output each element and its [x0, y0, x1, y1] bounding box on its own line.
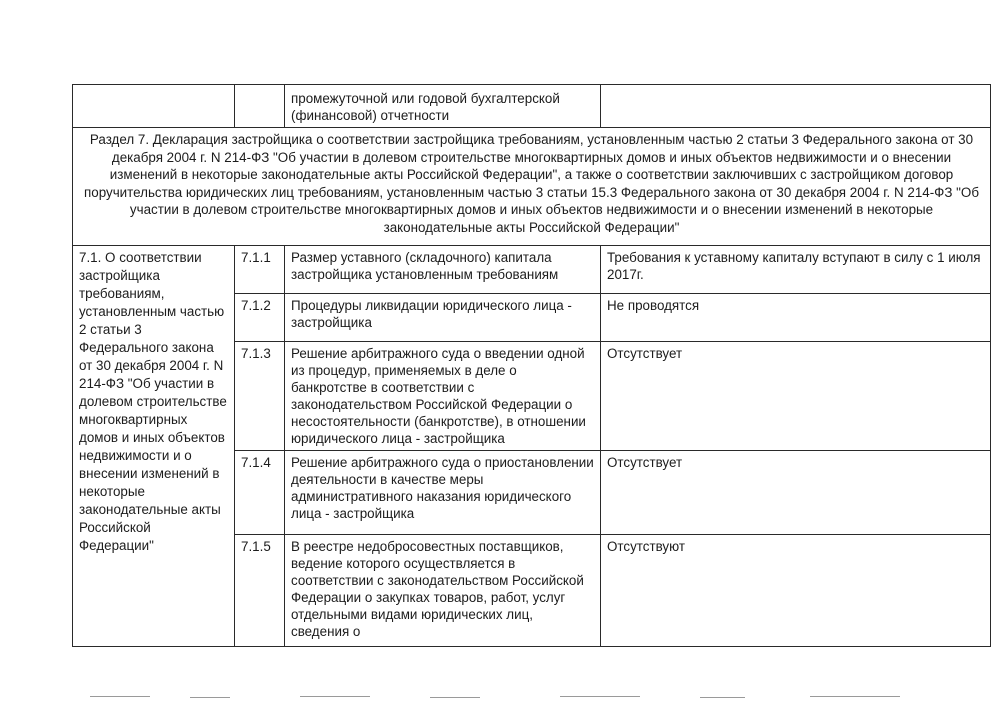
scan-speck: [300, 696, 370, 697]
row-number: 7.1.2: [235, 294, 285, 342]
scan-speck: [810, 696, 900, 697]
row-number: 7.1.3: [235, 342, 285, 451]
scan-speck: [190, 697, 230, 698]
table-row: [73, 85, 991, 128]
row-description: Размер уставного (складочного) капитала застройщика установленным требованиям: [285, 246, 601, 294]
row-value: Отсутствует: [601, 451, 991, 535]
row-value: Не проводятся: [601, 294, 991, 342]
group-label: 7.1. О соответствии застройщика требованиям, установленным частью 2 статьи 3 Федерального закона от 30 декабря 2004 г. N 214-ФЗ "Об участии в долевом строительстве многоквартирных домов и иных объектов недвижимости и о внесении изменений в некоторые законодательные акты Российской Федерации": [73, 246, 235, 647]
section-title: Раздел 7. Декларация застройщика о соответствии застройщика требованиям, установленным частью 2 статьи 3 Федерального закона от 30 декабря 2004 г. N 214-ФЗ "Об участии в долевом строительстве многоквартирных домов и иных объектов недвижимости и о внесении изменений в некоторые законодательные акты Российской Федерации", а также о соответствии заключивших с застройщиком договор поручительства юридических лиц требованиям, установленным частью 3 статьи 15.3 Федерального закона от 30 декабря 2004 г. N 214-ФЗ "Об участии в долевом строительстве многоквартирных домов и иных объектов недвижимости и о внесении изменений в некоторые законодательные акты Российской Федерации": [73, 128, 991, 246]
row-value: Отсутствует: [601, 342, 991, 451]
scan-speck: [700, 697, 745, 698]
section-row: [73, 128, 991, 246]
table-cell: [601, 85, 991, 128]
row-description: В реестре недобросовестных поставщиков, ведение которого осуществляется в соответствии с законодательством Российской Федерации о закупках товаров, работ, услуг отдельными видами юридических лиц, сведения о: [285, 535, 601, 647]
row-value: Требования к уставному капиталу вступают в силу с 1 июля 2017г.: [601, 246, 991, 294]
row-number: 7.1.5: [235, 535, 285, 647]
row-number: 7.1.4: [235, 451, 285, 535]
table-cell: [235, 85, 285, 128]
scan-noise: [0, 690, 1000, 711]
table-cell: [73, 85, 235, 128]
scan-speck: [560, 696, 640, 697]
row-description: Решение арбитражного суда о приостановлении деятельности в качестве меры административного наказания юридического лица - застройщика: [285, 451, 601, 535]
scan-speck: [430, 697, 480, 698]
row-description: Решение арбитражного суда о введении одной из процедур, применяемых в деле о банкротстве в соответствии с законодательством Российской Федерации о несостоятельности (банкротстве), в отношении юридического лица - застройщика: [285, 342, 601, 451]
report-text-cell: промежуточной или годовой бухгалтерской (финансовой) отчетности: [285, 85, 601, 128]
row-value: Отсутствуют: [601, 535, 991, 647]
declaration-table: [72, 84, 991, 647]
row-number: 7.1.1: [235, 246, 285, 294]
scan-speck: [90, 696, 150, 697]
row-description: Процедуры ликвидации юридического лица - застройщика: [285, 294, 601, 342]
table-row: [73, 246, 991, 294]
